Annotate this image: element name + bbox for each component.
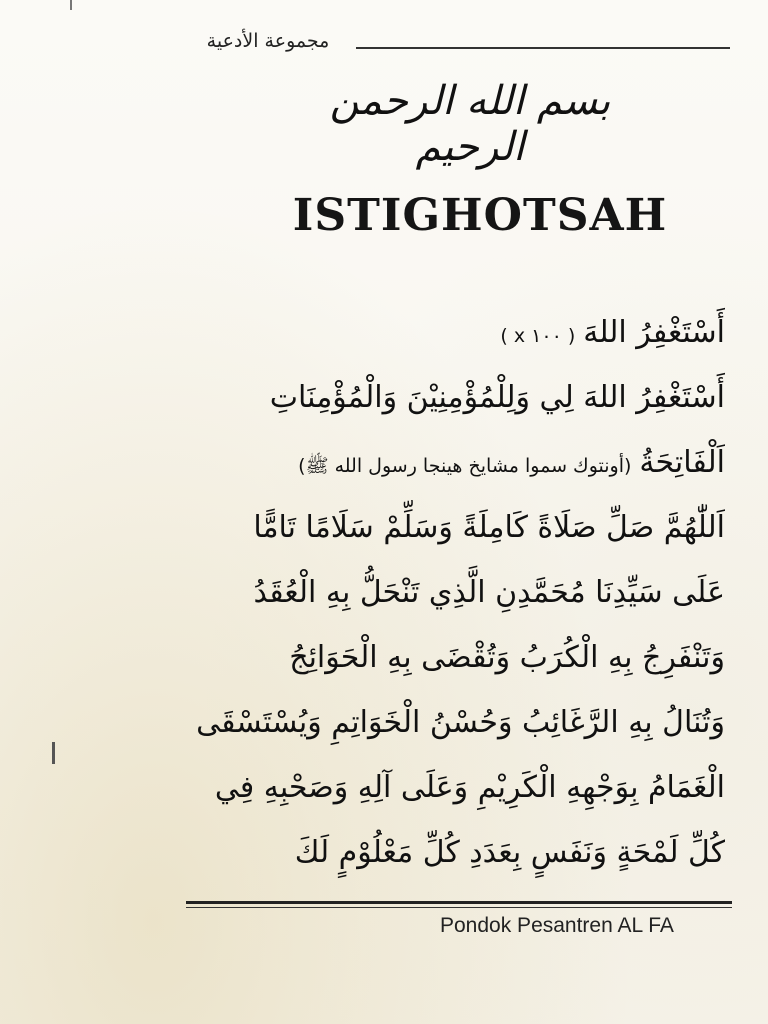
basmala-calligraphy: بسم الله الرحمن الرحيم (329, 78, 611, 170)
prayer-line: أَسْتَغْفِرُ اللهَ( ١٠٠ x ) (500, 315, 725, 350)
footer-publisher: Pondok Pesantren AL FA (440, 914, 674, 937)
prayer-line: وَتُنَالُ بِهِ الرَّغَائِبُ وَحُسْنُ الْخَوَاتِمِ وَيُسْتَسْقَى (196, 705, 725, 740)
footer-rule-thin (186, 907, 732, 908)
header-rule (356, 47, 730, 49)
prayer-line: اَلْفَاتِحَةُ(أونتوك سموا مشايخ هينجا رسول الله ﷺ) (298, 445, 725, 480)
margin-mark (52, 742, 55, 764)
scan-mark (70, 0, 72, 10)
prayer-line: عَلَى سَيِّدِنَا مُحَمَّدِنِ الَّذِي تَنْحَلُّ بِهِ الْعُقَدُ (253, 575, 725, 610)
dedication-note: (أونتوك سموا مشايخ هينجا رسول الله ﷺ) (298, 455, 632, 477)
prayer-line: اَللّٰهُمَّ صَلِّ صَلَاةً كَامِلَةً وَسَلِّمْ سَلَامًا تَامًّا (253, 510, 725, 545)
repeat-note: ( ١٠٠ x ) (500, 325, 576, 347)
prayer-line: أَسْتَغْفِرُ اللهَ لِي وَلِلْمُؤْمِنِيْنَ وَالْمُؤْمِنَاتِ (269, 380, 725, 415)
prayer-line: كُلِّ لَمْحَةٍ وَنَفَسٍ بِعَدَدِ كُلِّ مَعْلُوْمٍ لَكَ (294, 835, 725, 870)
prayer-line: الْغَمَامُ بِوَجْهِهِ الْكَرِيْمِ وَعَلَى آلِهِ وَصَحْبِهِ فِي (214, 770, 725, 805)
footer-rule (186, 901, 732, 904)
page-title: ISTIGHOTSAH (292, 190, 668, 241)
prayer-text (180, 300, 725, 885)
prayer-line: وَتَنْفَرِجُ بِهِ الْكُرَبُ وَتُقْضَى بِهِ الْحَوَائِجُ (289, 640, 725, 675)
header-label: مجموعة الأدعية (206, 30, 330, 52)
